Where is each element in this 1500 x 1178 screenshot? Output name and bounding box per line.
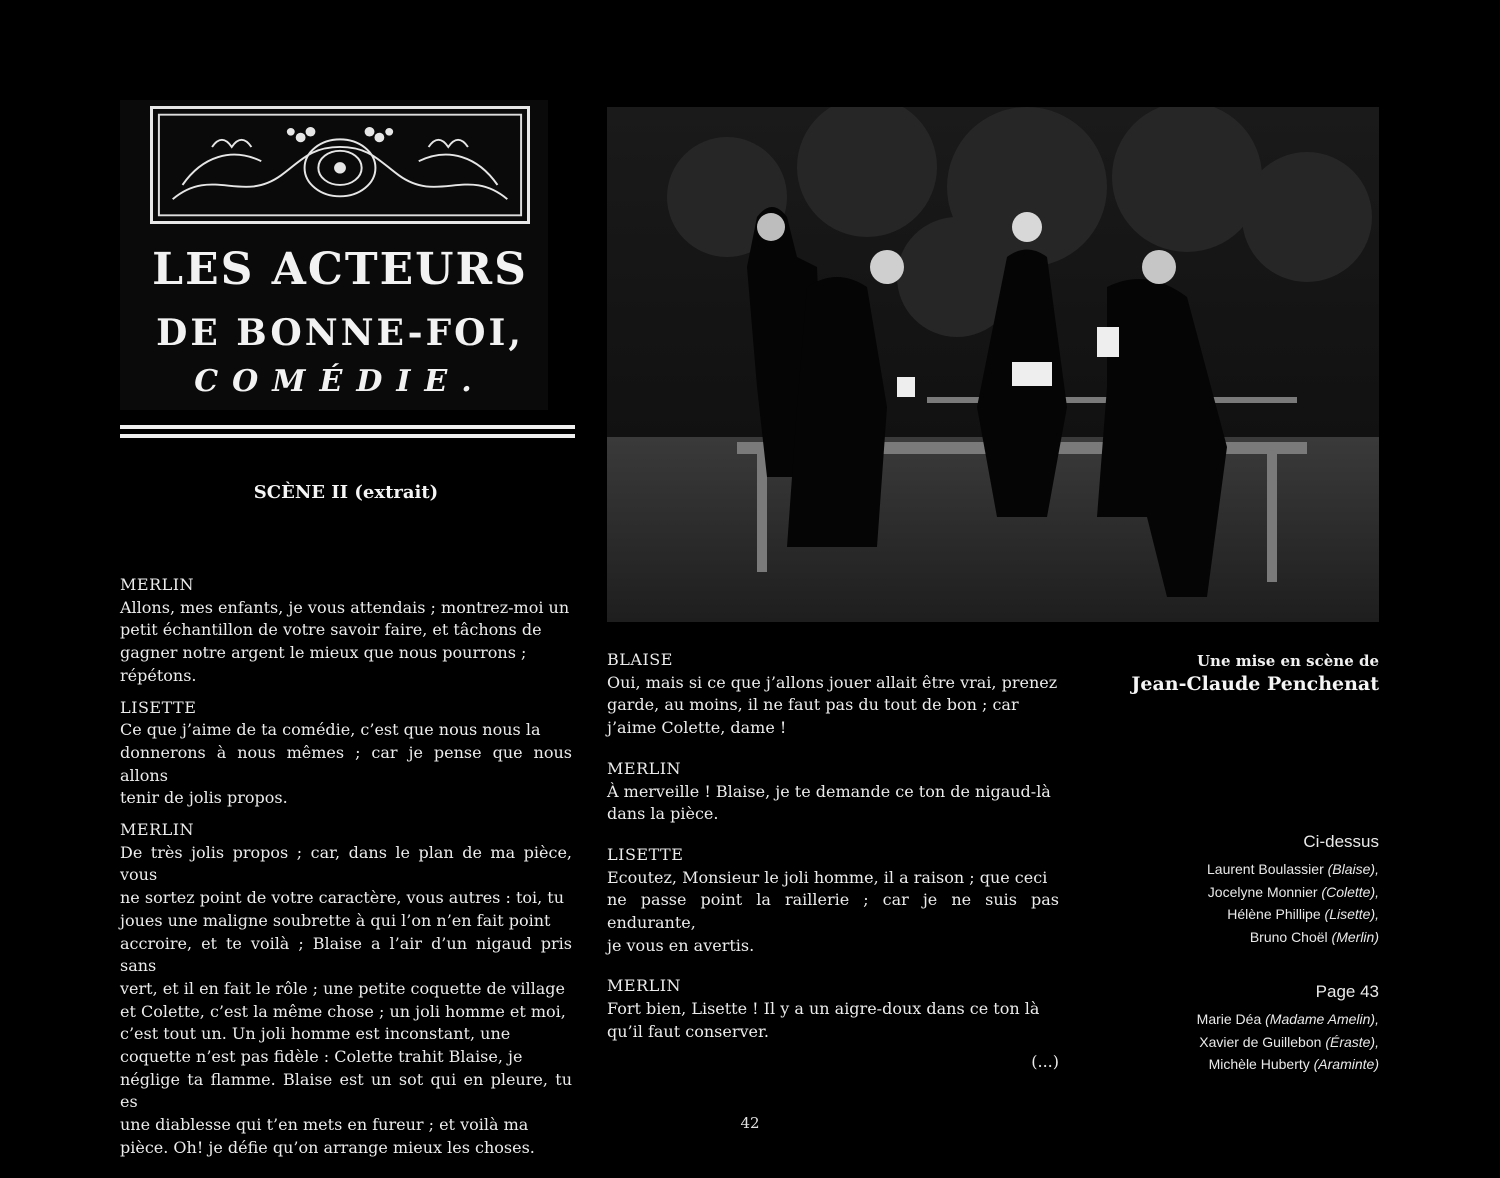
dialogue-line: donnerons à nous mêmes ; car je pense que nous allons [120,742,572,785]
cast-heading: Page 43 [1315,982,1379,1001]
director-name: Jean-Claude Penchenat [1131,673,1379,695]
actor-name: Xavier de Guillebon [1199,1033,1322,1050]
stage-photo [607,107,1379,622]
dialogue-line: Ecoutez, Monsieur le joli homme, il a raison ; que ceci [607,867,1048,887]
role-name: (Colette), [1321,883,1379,900]
dialogue-line: j’aime Colette, dame ! [607,718,787,738]
actor-name: Marie Déa [1196,1011,1262,1027]
dialogue-line: Fort bien, Lisette ! Il y a un aigre-doux dans ce ton là [607,999,1040,1019]
dialogue-line: vert, et il en fait le rôle ; une petite coquette de village [120,978,565,998]
ornament-vignette [150,106,530,224]
dialogue-line: petit échantillon de votre savoir faire, et tâchons de [120,620,542,640]
dialogue-line: À merveille ! Blaise, je te demande ce ton de nigaud-là [607,781,1051,801]
dialogue-line: c’est tout un. Un joli homme est inconstant, une [120,1024,511,1044]
actor-name: Michèle Huberty [1208,1056,1310,1073]
cast-row [1100,1031,1379,1054]
title-rule-bottom [120,434,575,438]
dialogue-line: je vous en avertis. [607,935,755,955]
dialogue-line: De très jolis propos ; car, dans le plan de ma pièce, vous [120,842,572,885]
role-name: (Araminte) [1313,1056,1379,1073]
actor-name: Bruno Choël [1249,929,1328,946]
dialogue-block [607,649,1059,740]
scene-heading: SCÈNE II (extrait) [253,482,439,503]
dialogue-block [607,975,1059,1043]
dialogue-line: gagner notre argent le mieux que nous pourrons ; [120,643,527,663]
cast-row [1100,1053,1379,1076]
role-name: (Merlin) [1331,929,1379,946]
dialogue-block [120,574,572,688]
speaker-name: BLAISE [607,650,673,669]
cast-row [1100,903,1379,926]
dialogue-line: garde, au moins, il ne faut pas du tout de bon ; car [607,695,1019,715]
speaker-name: MERLIN [607,758,682,778]
middle-dialogue-column [607,649,1059,1062]
cast-row [1100,858,1379,881]
dialogue-line: Oui, mais si ce que j’allons jouer allait être vrai, prenez [607,672,1058,692]
title-rule-top [120,425,575,429]
dialogue-line: coquette n’est pas fidèle : Colette trahit Blaise, je [120,1047,523,1067]
dialogue-line: répétons. [120,665,197,685]
speaker-name: LISETTE [120,697,197,717]
title-line-1: LES ACTEURS [152,244,528,295]
dialogue-line: néglige ta flamme. Blaise est un sot qui en pleure, tu es [120,1069,572,1112]
dialogue-line: accroire, et te voilà ; Blaise a l’air d’un nigaud pris sans [120,933,572,976]
actor-name: Hélène Phillipe [1227,906,1321,923]
dialogue-block [120,697,572,811]
page-number: 42 [740,1114,760,1132]
director-credit [1100,652,1379,695]
dialogue-line: tenir de jolis propos. [120,788,288,808]
speaker-name: LISETTE [607,844,684,864]
title-line-3: COMÉDIE. [194,364,486,399]
cast-list-page-43 [1100,982,1379,1076]
dialogue-line: Allons, mes enfants, je vous attendais ; montrez-moi un [120,597,570,617]
speaker-name: MERLIN [607,976,682,996]
cast-row [1100,926,1379,949]
role-name: (Éraste), [1325,1033,1379,1050]
dialogue-line: pièce. Oh! je défie qu’on arrange mieux les choses. [120,1137,535,1157]
dialogue-block [120,819,572,1160]
title-block [120,100,548,410]
dialogue-line: joues une maligne soubrette à qui l’on n’en fait point [120,910,551,930]
cast-list-above [1100,832,1379,949]
actor-name: Laurent Boulassier [1207,861,1324,877]
credit-label: Une mise en scène de [1196,652,1379,670]
dialogue-block [607,758,1059,826]
cast-row [1100,1008,1379,1031]
cast-row [1100,881,1379,904]
actor-name: Jocelyne Monnier [1207,883,1318,900]
dialogue-line: Ce que j’aime de ta comédie, c’est que nous nous la [120,720,541,740]
dialogue-block [607,844,1059,958]
cast-heading: Ci-dessus [1303,832,1379,851]
title-line-2: DE BONNE-FOI, [156,312,524,354]
role-name: (Blaise), [1327,861,1379,877]
dialogue-line: et Colette, c’est la même chose ; un joli homme et moi, [120,1001,566,1021]
dialogue-line: une diablesse qui t’en mets en fureur ; et voilà ma [120,1115,529,1135]
role-name: (Madame Amelin), [1265,1011,1379,1027]
speaker-name: MERLIN [120,575,195,594]
speaker-name: MERLIN [120,820,195,840]
left-dialogue-column [120,574,572,1169]
dialogue-line: ne passe point la raillerie ; car je ne suis pas endurante, [607,890,1059,933]
ellipsis-mark: (...) [1031,1052,1059,1071]
dialogue-line: qu’il faut conserver. [607,1021,769,1041]
dialogue-line: dans la pièce. [607,804,719,824]
role-name: (Lisette), [1324,906,1379,923]
dialogue-line: ne sortez point de votre caractère, vous autres : toi, tu [120,888,565,908]
